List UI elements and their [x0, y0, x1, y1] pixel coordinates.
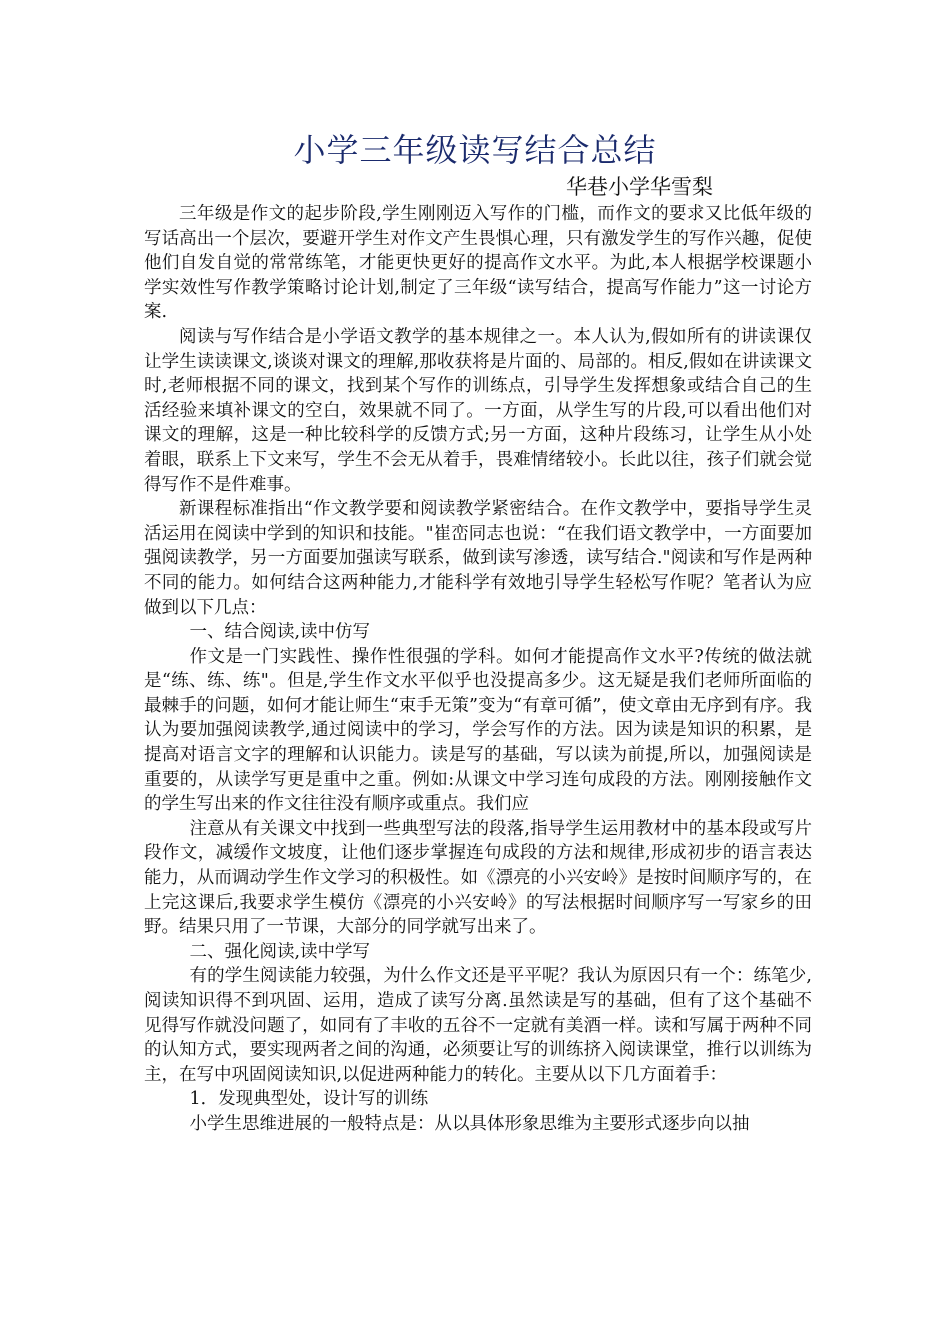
- document-body: [144, 202, 812, 1137]
- paragraph-reading-writing: 阅读与写作结合是小学语文教学的基本规律之一。本人认为,假如所有的讲读课仅让学生读读课文,谈谈对课文的理解,那收获将是片面的、局部的。相反,假如在讲读课文时,老师根据不同的课文，找到某个写作的训练点，引导学生发挥想象或结合自己的生活经验来填补课文的空白，效果就不同了。一方面，从学生写的片段,可以看出他们对课文的理解，这是一种比较科学的反馈方式;另一方面，这种片段练习，让学生从小处着眼，联系上下文来写，学生不会无从着手，畏难情绪较小。长此以往，孩子们就会觉得写作不是件难事。: [144, 326, 812, 495]
- paragraph-section-1-cont: 注意从有关课文中找到一些典型写法的段落,指导学生运用教材中的基本段或写片段作文，减缓作文坡度，让他们逐步掌握连句成段的方法和规律,形成初步的语言表达能力，从而调动学生作文学习的积极性。如《漂亮的小兴安岭》是按时间顺序写的，在上完这课后,我要求学生模仿《漂亮的小兴安岭》的写法根据时间顺序写一写家乡的田野。结果只用了一节课，大部分的同学就写出来了。: [144, 818, 812, 938]
- document-title: 小学三年级读写结合总结: [293, 131, 657, 169]
- paragraph-section-2: 有的学生阅读能力较强，为什么作文还是平平呢？我认为原因只有一个：练笔少,阅读知识得不到巩固、运用，造成了读写分离.虽然读是写的基础，但有了这个基础不见得写作就没问题了，如同有了丰收的五谷不一定就有美酒一样。读和写属于两种不同的认知方式，要实现两者之间的沟通，必须要让写的训练挤入阅读课堂，推行以训练为主，在写中巩固阅读知识,以促进两种能力的转化。主要从以下几方面着手：: [144, 966, 812, 1085]
- document-author: 华巷小学华雪梨: [566, 175, 713, 199]
- section-heading-1: 一、结合阅读,读中仿写: [189, 622, 371, 643]
- paragraph-curriculum: 新课程标准指出“作文教学要和阅读教学紧密结合。在作文教学中，要指导学生灵活运用在阅读中学到的知识和技能。"崔峦同志也说：“在我们语文教学中，一方面要加强阅读教学，另一方面要加强读写联系，做到读写渗透，读写结合."阅读和写作是两种不同的能力。如何结合这两种能力,才能科学有效地引导学生轻松写作呢？笔者认为应做到以下几点：: [144, 499, 812, 618]
- section-heading-2: 二、强化阅读,读中学写: [189, 941, 371, 962]
- paragraph-intro: 三年级是作文的起步阶段,学生刚刚迈入写作的门槛，而作文的要求又比低年级的写话高出一个层次，要避开学生对作文产生畏惧心理，只有激发学生的写作兴趣，促使他们自发自觉的常常练笔，才能更快更好的提高作文水平。为此,本人根据学校课题小学实效性写作教学策略讨论计划,制定了三年级“读写结合，提高写作能力”这一讨论方案.: [144, 204, 812, 323]
- subsection-heading-1: 1．发现典型处，设计写的训练: [189, 1089, 429, 1110]
- paragraph-subsection-1: 小学生思维进展的一般特点是：从以具体形象思维为主要形式逐步向以抽: [189, 1113, 750, 1134]
- paragraph-section-1: 作文是一门实践性、操作性很强的学科。如何才能提高作文水平?传统的做法就是“练、练、练"。但是,学生作文水平似乎也没提高多少。这无疑是我们老师所面临的最棘手的问题，如何才能让师生“束手无策”变为“有章可循”，使文章由无序到有序。我认为要加强阅读教学,通过阅读中的学习，学会写作的方法。因为读是知识的积累，是提高对语言文字的理解和认识能力。读是写的基础，写以读为前提,所以，加强阅读是重要的，从读学写更是重中之重。例如:从课文中学习连句成段的方法。刚刚接触作文的学生写出来的作文往往没有顺序或重点。我们应: [144, 646, 812, 815]
